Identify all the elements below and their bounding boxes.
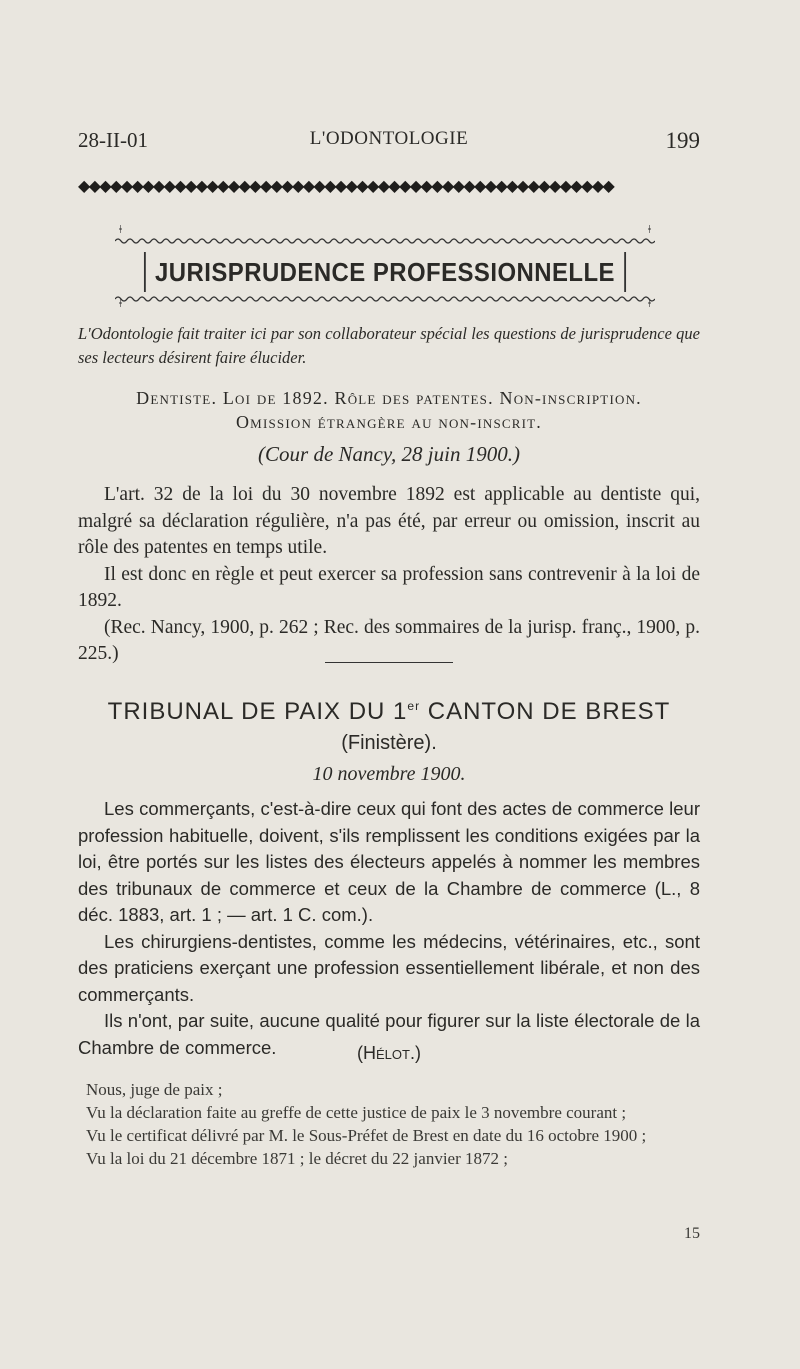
paragraph: L'art. 32 de la loi du 30 novembre 1892 est applicable au dentiste qui, malgré sa déclaration régulière, n'a pas été, par erreur ou omission, inscrit au rôle des patentes en temps utile. [78,484,700,558]
section-intro: L'Odontologie fait traiter ici par son collaborateur spécial les questions de jurisprudence que ses lecteurs désirent faire élucider. [78,324,700,367]
case2-signature: (Hélot.) [357,1043,421,1063]
decree-text [78,1078,700,1170]
case1-heading [78,386,700,434]
section-banner [115,222,655,312]
case1-heading-line2: Omission étrangère au non-inscrit. [235,412,543,432]
banner-mark: ǂ [648,296,651,310]
wavy-rule-bottom [115,294,655,304]
paragraph: Il est donc en règle et peut exercer sa profession sans contrevenir à la loi de 1892. [78,563,700,611]
citation-paragraph: (Rec. Nancy, 1900, p. 262 ; Rec. des sommaires de la jurisp. franç., 1900, p. 225.) [78,616,700,664]
case2-date: 10 novembre 1900. [312,763,466,785]
section-title: JURISPRUDENCE PROFESSIONNELLE [144,252,626,292]
case1-body [78,482,700,668]
wavy-rule-top [115,236,655,246]
paragraph: Les chirurgiens-dentistes, comme les médecins, vétérinaires, etc., sont des praticiens exerçant une profession essentiellement libérale, et non des commerçants. [78,930,700,1005]
diamond-ornament-rule: ◆◆◆◆◆◆◆◆◆◆◆◆◆◆◆◆◆◆◆◆◆◆◆◆◆◆◆◆◆◆◆◆◆◆◆◆◆◆◆◆◆◆◆◆◆◆◆◆◆◆ [78,178,614,194]
separator-rule [325,662,453,663]
banner-mark: ǂ [648,222,651,236]
decree-line: Vu la déclaration faite au greffe de cette justice de paix le 3 novembre courant ; [86,1103,627,1122]
page-number: 199 [665,128,700,153]
paragraph: Ils n'ont, par suite, aucune qualité pour figurer sur la liste électorale de la Chambre de commerce. [78,1010,700,1058]
paragraph: Les commerçants, c'est-à-dire ceux qui font des actes de commerce leur profession habituelle, doivent, s'ils remplissent les conditions exigées par la loi, être portés sur les listes des électeurs appelés à nommer les membres des tribunaux de commerce et ceux de la Chambre de commerce (L., 8 déc. 1883, art. 1 ; — art. 1 C. com.). [78,798,700,925]
decree-line: Vu la loi du 21 décembre 1871 ; le décret du 22 janvier 1872 ; [86,1149,508,1168]
banner-mark: ǂ [119,222,122,236]
case2-body [78,796,700,1061]
case2-region: (Finistère). [341,732,437,754]
running-header [78,128,700,158]
journal-title: L'ODONTOLOGIE [309,128,469,149]
case1-court: (Cour de Nancy, 28 juin 1900.) [258,442,520,466]
case1-heading-line1: Dentiste. Loi de 1892. Rôle des patentes. Non-inscription. [136,388,642,408]
decree-line: Nous, juge de paix ; [86,1080,223,1099]
banner-mark: ǂ [119,296,122,310]
issue-date: 28-II-01 [78,128,148,152]
signature-mark: 15 [684,1225,700,1242]
case2-heading: TRIBUNAL DE PAIX DU 1er CANTON DE BREST [107,698,671,725]
decree-line: Vu le certificat délivré par M. le Sous-Préfet de Brest en date du 16 octobre 1900 ; [86,1126,647,1145]
